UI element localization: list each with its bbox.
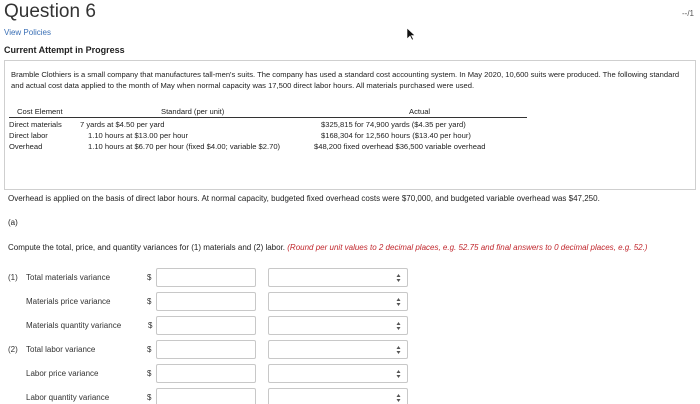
problem-intro: Bramble Clothiers is a small company that manufactures tall-men's suits. The company has used a standard cost accounting system. In May 2020, 10,600 suits were produced. The following standard and actual cost data applied to the month of May when normal capacity was 17,500 direct labor hours. All materials purchased were used. [11, 70, 680, 90]
select-arrows-icon [396, 297, 401, 307]
header-actual: Actual [321, 106, 527, 118]
question-title: Question 6 [4, 1, 96, 22]
row-element: Direct materials [9, 120, 62, 129]
currency-symbol: $ [147, 393, 152, 402]
answer-row-materials-quantity [0, 316, 700, 336]
row-label: Materials quantity variance [26, 321, 122, 330]
total-labor-variance-select[interactable] [268, 340, 408, 359]
row-label: Total materials variance [26, 273, 111, 282]
labor-quantity-variance-select[interactable] [268, 388, 408, 404]
problem-statement [4, 60, 696, 190]
materials-quantity-variance-select[interactable] [268, 316, 408, 335]
row-label: Labor price variance [26, 369, 99, 378]
currency-symbol: $ [147, 345, 152, 354]
answer-row-labor-quantity [0, 388, 700, 404]
row-standard: 1.10 hours at $13.00 per hour [88, 131, 189, 140]
total-materials-variance-input[interactable] [156, 268, 256, 287]
materials-price-variance-select[interactable] [268, 292, 408, 311]
answer-row-labor-price [0, 364, 700, 384]
currency-symbol: $ [147, 369, 152, 378]
row-standard: 1.10 hours at $6.70 per hour (fixed $4.00; variable $2.70) [88, 142, 281, 151]
row-actual: $48,200 fixed overhead $36,500 variable overhead [314, 142, 486, 151]
row-standard: 7 yards at $4.50 per yard [80, 120, 165, 129]
score-indicator: --/1 [682, 9, 694, 18]
currency-symbol: $ [147, 273, 152, 282]
row-actual: $325,815 for 74,900 yards ($4.35 per yard) [321, 120, 466, 129]
header-cost-element: Cost Element [9, 106, 77, 118]
row-number: (1) [8, 273, 18, 282]
mouse-pointer-icon [406, 27, 416, 41]
row-number: (2) [8, 345, 18, 354]
attempt-status: Current Attempt in Progress [4, 45, 125, 55]
currency-symbol: $ [147, 297, 152, 306]
row-element: Direct labor [9, 131, 48, 140]
currency-symbol: $ [148, 321, 153, 330]
labor-quantity-variance-input[interactable] [156, 388, 256, 404]
row-actual: $168,304 for 12,560 hours ($13.40 per hour) [321, 131, 471, 140]
select-arrows-icon [396, 393, 401, 403]
answer-row-total-materials [0, 268, 700, 288]
total-labor-variance-input[interactable] [156, 340, 256, 359]
row-label: Materials price variance [26, 297, 111, 306]
select-arrows-icon [396, 321, 401, 331]
row-label: Total labor variance [26, 345, 96, 354]
labor-price-variance-input[interactable] [156, 364, 256, 383]
part-label: (a) [8, 218, 18, 227]
select-arrows-icon [396, 345, 401, 355]
answer-row-total-labor [0, 340, 700, 360]
select-arrows-icon [396, 369, 401, 379]
materials-price-variance-input[interactable] [156, 292, 256, 311]
view-policies-link[interactable]: View Policies [4, 28, 51, 37]
rounding-hint: (Round per unit values to 2 decimal places, e.g. 52.75 and final answers to 0 decimal places, e.g. 52.) [287, 243, 648, 252]
select-arrows-icon [396, 273, 401, 283]
materials-quantity-variance-input[interactable] [156, 316, 256, 335]
row-element: Overhead [9, 142, 43, 151]
answer-row-materials-price [0, 292, 700, 312]
part-instruction [8, 243, 647, 252]
labor-price-variance-select[interactable] [268, 364, 408, 383]
overhead-applied-text: Overhead is applied on the basis of direct labor hours. At normal capacity, budgeted fixed overhead costs were $70,000, and budgeted variable overhead was $47,250. [8, 194, 600, 203]
header-standard: Standard (per unit) [77, 106, 321, 118]
total-materials-variance-select[interactable] [268, 268, 408, 287]
row-label: Labor quantity variance [26, 393, 110, 402]
instruction-text: Compute the total, price, and quantity variances for (1) materials and (2) labor. [8, 243, 286, 252]
